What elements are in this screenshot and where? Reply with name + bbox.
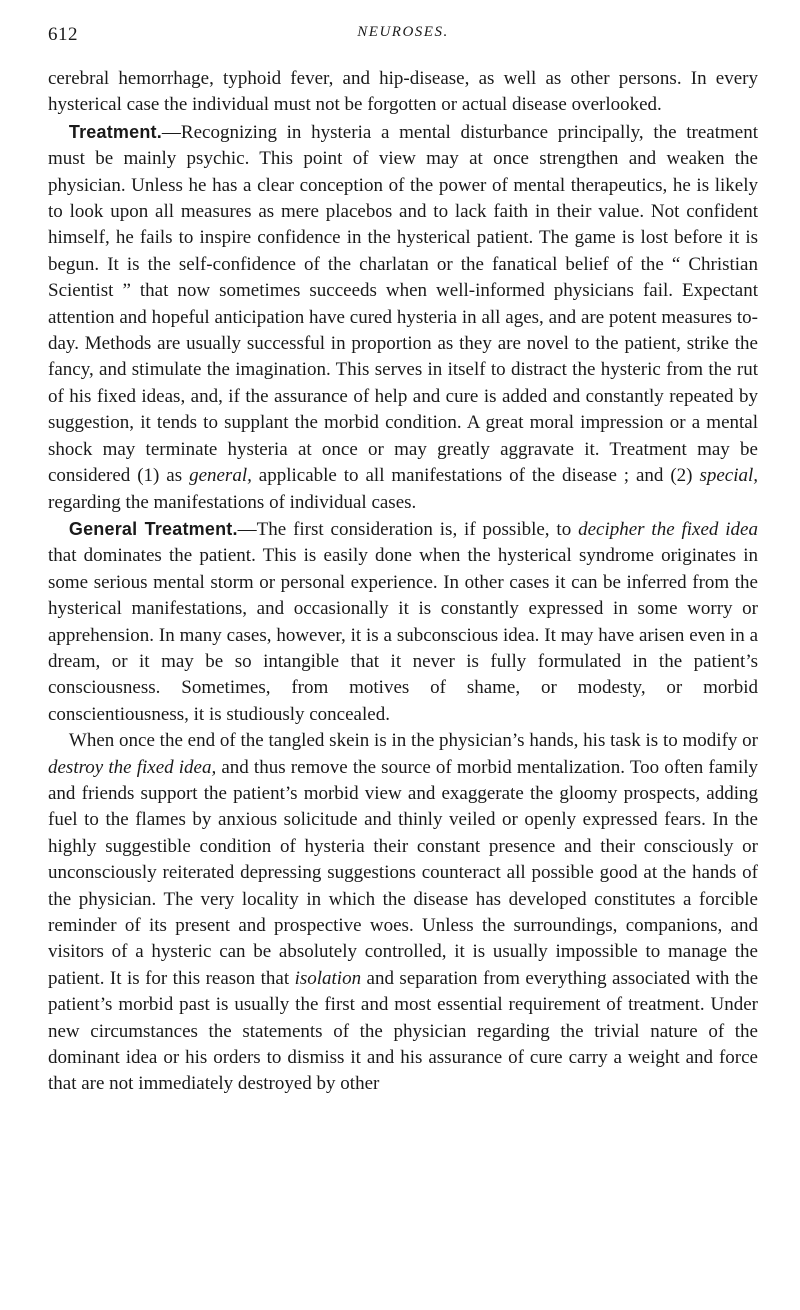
- paragraph-continuation: cerebral hemorrhage, typhoid fever, and hip-disease, as well as other persons. In every hysterical case the individual must not be forgotten or actual disease overlooked.: [48, 68, 758, 116]
- paragraph-fixed-idea: When once the end of the tangled skein is in the physician’s hands, his task is to modify or destroy the fixed idea, and thus remove the source of morbid mentalization. Too often family and friends support the patient’s morbid view and exaggerate the gloomy prospects, adding fuel to the flames by anxious solicitude and thinly veiled or openly expressed fears. In the highly suggestible condition of hysteria their constant presence and their consciously or unconsciously reiterated depressing suggestions counteract all possible good at the hands of the physician. The very locality in which the disease has developed constitutes a forcible reminder of its present and prospective woes. Unless the surroundings, companions, and visitors of a hysteric can be absolutely controlled, it is usually impossible to manage the patient. It is for this reason that isolation and separation from everything associated with the patient’s morbid past is usually the first and most essential requirement of treatment. Under new circumstances the statements of the physician regarding the trivial nature of the dominant idea or his orders to dismiss it and his assurance of cure carry a weight and force that are not immediately destroyed by other: [48, 730, 759, 1095]
- paragraph-general-treatment: General Treatment.—The first consideration is, if possible, to decipher the fixed idea that dominates the patient. This is easily done when the hysterical syndrome originates in some serious mental storm or personal experience. In other cases it can be inferred from the hysterical manifestations, and occasionally it is constantly expressed in some worry or apprehension. In many cases, however, it is a subconscious idea. It may have arisen even in a dream, or it may be so intangible that it never is fully formulated in the patient’s consciousness. Sometimes, from motives of shame, or modesty, or morbid conscientiousness, it is studiously concealed.: [48, 518, 758, 725]
- page-number: 612: [48, 24, 78, 45]
- section-heading-general-treatment: General Treatment.: [68, 518, 238, 539]
- paragraph-treatment: Treatment.—Recognizing in hysteria a mental disturbance principally, the treatment must be mainly psychic. This point of view may at once strengthen and weaken the physician. Unless he has a clear conception of the power of mental therapeutics, he is likely to look upon all measures as mere placebos and to lack faith in their value. Not confident himself, he fails to inspire confidence in the hysterical patient. The game is lost before it is begun. It is the self-confidence of the charlatan or the fanatical belief of the “ Christian Scientist ” that now sometimes succeeds when well-informed physicians fail. Expectant attention and hopeful anticipation have cured hysteria in all ages, and are potent measures to-day. Methods are usually successful in proportion as they are novel to the patient, strike the fancy, and stimulate the imagination. This serves in itself to distract the hysteric from the rut of his fixed ideas, and, if the assurance of help and cure is added and constantly repeated by suggestion, it tends to supplant the morbid condition. A great moral impression or a mental shock may terminate hysteria at once or may greatly aggravate it. Treatment may be considered (1) as general, applicable to all manifestations of the disease ; and (2) special, regarding the manifestations of individual cases.: [48, 121, 759, 513]
- body-text: [48, 66, 758, 1098]
- running-title: NEUROSES.: [357, 24, 449, 40]
- running-head: [48, 24, 758, 48]
- section-heading-treatment: Treatment.: [68, 121, 162, 142]
